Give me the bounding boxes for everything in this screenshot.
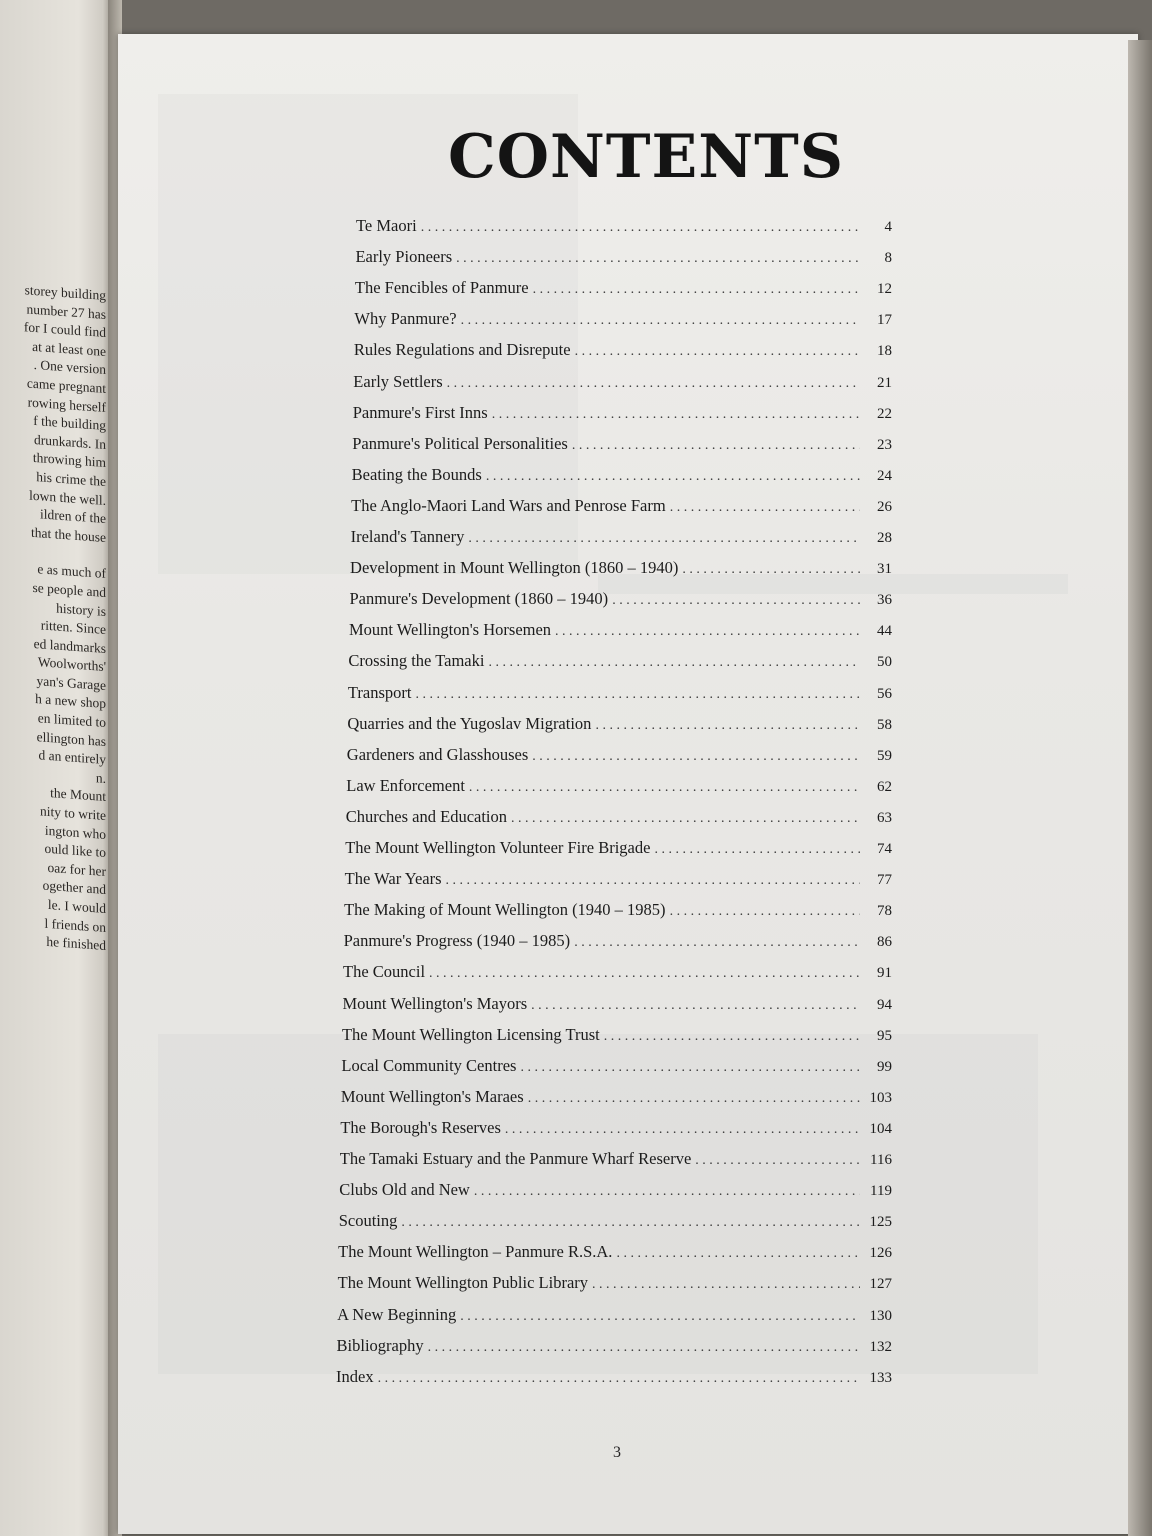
toc-entry-page: 103 [869,1089,892,1106]
toc-dot-leader [592,1277,860,1293]
toc-entry [345,869,892,891]
toc-entry [342,994,892,1016]
toc-entry-title: Beating the Bounds [351,464,482,484]
toc-entry [353,403,892,425]
toc-entry-title: Clubs Old and New [339,1180,470,1200]
toc-entry [338,1273,892,1295]
facing-page-line: throwing him [32,450,106,471]
toc-entry-title: The Anglo-Maori Land Wars and Penrose Farm [351,495,666,515]
toc-dot-leader [612,593,860,609]
toc-entry [337,1305,892,1327]
facing-page-line: Woolworths' [37,654,106,675]
facing-page-line: ildren of the [40,506,106,527]
toc-entry [346,776,892,798]
toc-entry-page: 104 [869,1120,892,1137]
facing-page [0,0,112,1536]
facing-page-line: n. [95,770,106,786]
toc-entry-title: Quarries and the Yugoslav Migration [347,713,592,733]
toc-dot-leader [456,251,860,267]
toc-entry-title: The Tamaki Estuary and the Panmure Wharf Reserve [339,1149,692,1168]
toc-dot-leader [469,780,860,796]
toc-entry-title: The Mount Wellington Licensing Trust [341,1024,600,1044]
toc-entry-page: 58 [876,716,892,733]
facing-page-line: se people and [32,579,106,600]
toc-entry-page: 99 [876,1058,892,1075]
facing-page-line: number 27 has [26,301,106,322]
toc-dot-leader [616,1246,860,1262]
toc-entry [354,309,892,331]
toc-dot-leader [488,655,860,671]
toc-entry-page: 56 [876,685,892,702]
toc-entry [355,278,892,300]
toc-entry [341,1056,892,1078]
toc-entry [350,558,892,580]
toc-entry-title: Crossing the Tamaki [348,651,485,671]
toc-entry-page: 36 [876,592,892,609]
toc-entry-page: 8 [884,250,892,267]
toc-dot-leader [532,749,860,765]
facing-page-line: lown the well. [29,487,106,508]
toc-entry [351,527,892,549]
toc-entry [339,1180,892,1202]
facing-page-line: le. I would [47,896,106,916]
toc-entry [341,1087,892,1109]
toc-entry-page: 23 [876,436,892,453]
facing-page-line: d an entirely [38,747,106,768]
toc-entry [352,465,892,487]
contents-page [118,34,1138,1534]
toc-entry-title: The Making of Mount Wellington (1940 – 1985) [344,900,666,920]
facing-page-line: at at least one [32,338,106,359]
toc-entry [344,931,892,953]
toc-dot-leader [401,1215,860,1231]
facing-page-line: h a new shop [35,691,106,712]
toc-entry-title: Gardeners and Glasshouses [346,744,529,764]
toc-entry-page: 17 [876,312,892,329]
facing-page-line: storey building [24,282,106,303]
toc-entry-page: 63 [876,809,892,826]
toc-entry-page: 4 [884,219,892,235]
toc-entry-page: 130 [869,1307,892,1324]
toc-entry [337,1336,892,1358]
facing-page-line: he finished [46,934,106,954]
toc-dot-leader [486,469,860,485]
toc-dot-leader [520,1060,860,1076]
toc-entry-page: 119 [870,1183,892,1200]
toc-entry-title: Te Maori [356,216,417,235]
table-of-contents [118,34,1138,1534]
toc-entry-page: 24 [876,467,892,484]
toc-dot-leader [574,935,860,951]
toc-dot-leader [378,1371,860,1387]
page-edge [1128,40,1152,1536]
toc-entry [336,1367,892,1389]
toc-entry-title: The Mount Wellington Volunteer Fire Brigade [345,838,651,857]
toc-entry [340,1118,892,1140]
facing-page-line: ritten. Since [40,617,106,638]
toc-dot-leader [575,344,860,360]
toc-entry-title: Bibliography [336,1335,424,1355]
toc-entry-page: 95 [876,1027,892,1044]
toc-dot-leader [474,1184,860,1200]
facing-page-line: for I could find [23,319,106,341]
toc-entry [352,434,892,456]
toc-entry-title: Local Community Centres [341,1055,517,1075]
toc-entry-page: 50 [876,654,892,671]
facing-page-line: nity to write [40,803,106,824]
toc-dot-leader [531,998,860,1014]
toc-entry [350,589,892,611]
toc-entry [348,683,892,705]
toc-entry-page: 44 [876,623,892,640]
toc-entry-title: Mount Wellington's Horsemen [348,620,552,640]
toc-entry-page: 12 [876,281,892,298]
toc-entry [355,247,892,269]
facing-page-text [0,277,106,956]
toc-entry [349,620,892,642]
toc-entry-title: Ireland's Tannery [350,527,465,546]
toc-entry [343,962,892,984]
toc-dot-leader [446,873,860,889]
toc-entry-page: 116 [870,1152,892,1168]
toc-entry-title: Panmure's Progress (1940 – 1985) [343,931,571,951]
toc-entry-title: Early Pioneers [355,247,453,267]
toc-dot-leader [429,966,860,982]
facing-page-line: ogether and [42,877,106,898]
toc-dot-leader [461,313,860,329]
facing-page-line: en limited to [37,710,106,731]
toc-dot-leader [447,376,860,392]
toc-entry-page: 74 [876,841,892,857]
toc-entry-title: Scouting [338,1211,398,1231]
toc-entry-title: The Fencibles of Panmure [354,278,529,298]
toc-entry-title: The Mount Wellington Public Library [337,1273,589,1293]
toc-entry-page: 86 [876,934,892,951]
toc-entry [348,651,892,673]
toc-entry [354,340,892,362]
toc-entry [338,1242,892,1264]
facing-page-line: that the house [31,524,106,545]
facing-page-line: ellington has [36,728,106,749]
toc-entry [344,900,892,922]
toc-entry-page: 77 [876,872,892,889]
toc-dot-leader [695,1153,860,1169]
toc-dot-leader [595,718,860,734]
facing-page-line: yan's Garage [36,673,106,693]
facing-page-line: history is [56,600,106,619]
toc-dot-leader [528,1091,860,1107]
facing-page-line: f the building [33,413,106,434]
toc-entry-page: 22 [876,405,892,422]
toc-entry-page: 125 [869,1214,892,1231]
toc-dot-leader [654,842,860,858]
toc-entry-page: 132 [869,1338,892,1355]
toc-dot-leader [492,407,860,423]
toc-entry [339,1211,892,1233]
toc-entry [353,372,892,394]
facing-page-line: rowing herself [27,394,106,415]
toc-entry-title: Index [336,1366,374,1386]
toc-entry-page: 31 [876,561,892,578]
toc-entry-title: Transport [347,682,412,702]
toc-entry-title: Mount Wellington's Maraes [340,1086,524,1106]
toc-entry-title: A New Beginning [337,1304,457,1324]
toc-entry [346,807,892,829]
toc-entry-title: Panmure's First Inns [352,402,488,422]
toc-entry [351,496,892,518]
toc-entry [345,838,892,860]
toc-entry [347,745,892,767]
toc-entry-title: Churches and Education [345,806,508,826]
toc-entry [347,714,892,736]
toc-entry-title: Law Enforcement [346,775,465,795]
facing-page-line: ington who [44,822,106,842]
facing-page-line: came pregnant [26,375,106,396]
toc-entry [342,1025,892,1047]
toc-entry-page: 94 [876,996,892,1013]
toc-entry [356,216,892,238]
toc-entry-page: 91 [876,965,892,982]
toc-entry-page: 21 [876,374,892,391]
toc-dot-leader [511,811,860,827]
toc-entry-page: 18 [876,343,892,360]
toc-dot-leader [533,282,860,298]
facing-page-line: oaz for her [47,859,106,879]
toc-entry-page: 62 [876,778,892,795]
facing-page-line: ed landmarks [33,635,106,656]
facing-page-line: e as much of [37,561,106,582]
facing-page-line: drunkards. In [34,431,106,452]
toc-entry-title: Mount Wellington's Mayors [342,993,528,1013]
toc-dot-leader [421,220,860,236]
toc-dot-leader [505,1122,860,1138]
toc-entry-page: 78 [876,903,892,920]
toc-entry-title: Rules Regulations and Disrepute [353,340,571,360]
toc-entry-page: 26 [876,498,892,515]
toc-dot-leader [682,562,860,578]
toc-dot-leader [428,1340,860,1356]
toc-entry-title: The Mount Wellington – Panmure R.S.A. [338,1242,613,1262]
toc-dot-leader [460,1309,860,1325]
toc-entry-page: 28 [876,530,892,546]
toc-entry-page: 126 [869,1245,892,1262]
toc-entry-page: 59 [876,747,892,764]
toc-entry-title: The War Years [344,869,442,889]
toc-entry-page: 133 [869,1369,892,1386]
toc-entry-title: Early Settlers [353,371,443,391]
toc-entry-title: Panmure's Political Personalities [352,433,568,453]
toc-dot-leader [555,624,860,640]
facing-page-line: . One version [33,357,106,378]
toc-dot-leader [572,438,860,454]
toc-dot-leader [415,687,860,703]
page-number: 3 [613,1444,621,1461]
toc-entry [340,1149,892,1171]
toc-entry-title: Panmure's Development (1860 – 1940) [349,589,609,609]
toc-entry-title: Development in Mount Wellington (1860 – 1940) [350,558,679,578]
toc-entry-title: Why Panmure? [354,309,457,329]
toc-dot-leader [604,1029,860,1045]
facing-page-line: the Mount [50,785,106,805]
facing-page-line: his crime the [36,469,106,489]
page-title: CONTENTS [448,122,845,192]
toc-entry-title: The Borough's Reserves [340,1117,501,1137]
toc-dot-leader [670,904,860,920]
toc-entry-title: The Council [343,962,426,982]
toc-entry-page: 127 [869,1276,892,1293]
toc-dot-leader [670,500,860,516]
toc-dot-leader [468,531,860,547]
facing-page-line: ould like to [44,840,106,861]
facing-page-line: l friends on [44,915,106,935]
